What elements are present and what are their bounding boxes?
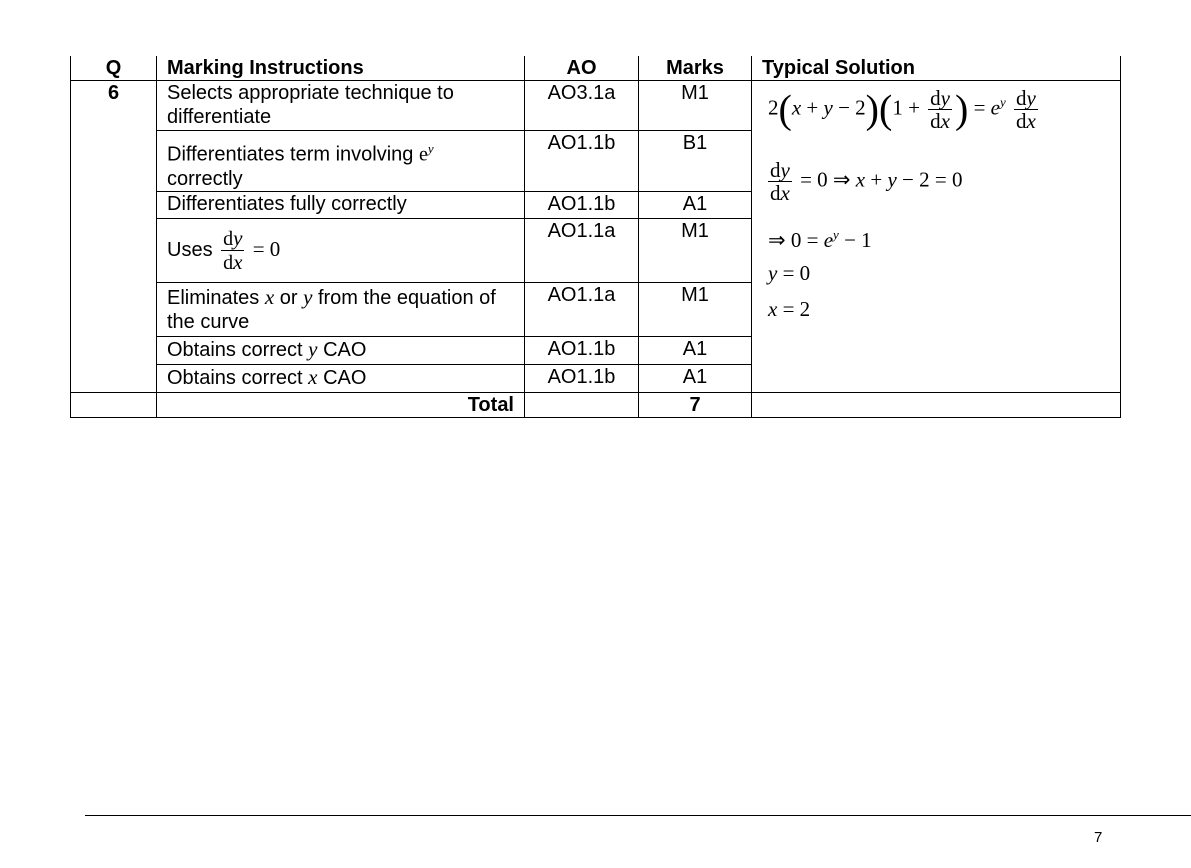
total-empty-solution [752, 392, 1121, 417]
mark-cell: A1 [639, 336, 752, 364]
solution-line-3: ⇒ $0 = e^y - 1$ [768, 227, 872, 252]
instruction-cell: Differentiates term involving $e^y$ correctly [157, 131, 525, 192]
instruction-cell: Obtains correct y CAO [157, 336, 525, 364]
footer-rule [85, 815, 1191, 816]
instruction-cell: Obtains correct x CAO [157, 364, 525, 392]
total-row [71, 392, 1121, 417]
ao-cell: AO1.1b [525, 336, 639, 364]
mark-scheme-table [70, 56, 1121, 418]
mark-cell: A1 [639, 191, 752, 218]
ao-cell: AO1.1b [525, 364, 639, 392]
ao-cell: AO1.1b [525, 191, 639, 218]
mark-cell: M1 [639, 81, 752, 131]
table-row [71, 81, 1121, 131]
header-q: Q [71, 56, 157, 81]
typical-solution [752, 81, 1121, 393]
ao-cell: AO1.1a [525, 218, 639, 282]
ao-cell: AO3.1a [525, 81, 639, 131]
mark-cell: B1 [639, 131, 752, 192]
header-solution: Typical Solution [752, 56, 1121, 81]
total-marks: 7 [639, 392, 752, 417]
mark-cell: A1 [639, 364, 752, 392]
instruction-cell: Eliminates x or y from the equation of the curve [157, 282, 525, 336]
total-empty-q [71, 392, 157, 417]
header-row [71, 56, 1121, 81]
solution-line-1: 2(x + y − 2)(1 + $\frac{dy}{dx}$ ) = $e^y$ $\frac{dy}{dx}$ [768, 86, 1036, 133]
total-label: Total [157, 392, 525, 417]
header-instructions: Marking Instructions [157, 56, 525, 81]
ao-cell: AO1.1a [525, 282, 639, 336]
solution-line-4: y = 0 [768, 261, 811, 285]
mark-cell: M1 [639, 218, 752, 282]
total-empty-ao [525, 392, 639, 417]
mark-cell: M1 [639, 282, 752, 336]
ao-cell: AO1.1b [525, 131, 639, 192]
question-number: 6 [71, 81, 157, 393]
solution-line-2: $\frac{dy}{dx}$ = 0 ⇒ x + y − 2 = 0 [770, 158, 963, 205]
instruction-cell: Uses $\frac{dy}{dx}$ = 0 [157, 218, 525, 282]
page-number: 7 [1094, 829, 1103, 846]
instruction-cell: Selects appropriate technique to differentiate [157, 81, 525, 131]
header-ao: AO [525, 56, 639, 81]
instruction-cell: Differentiates fully correctly [157, 191, 525, 218]
solution-line-5: x = 2 [768, 297, 811, 321]
header-marks: Marks [639, 56, 752, 81]
